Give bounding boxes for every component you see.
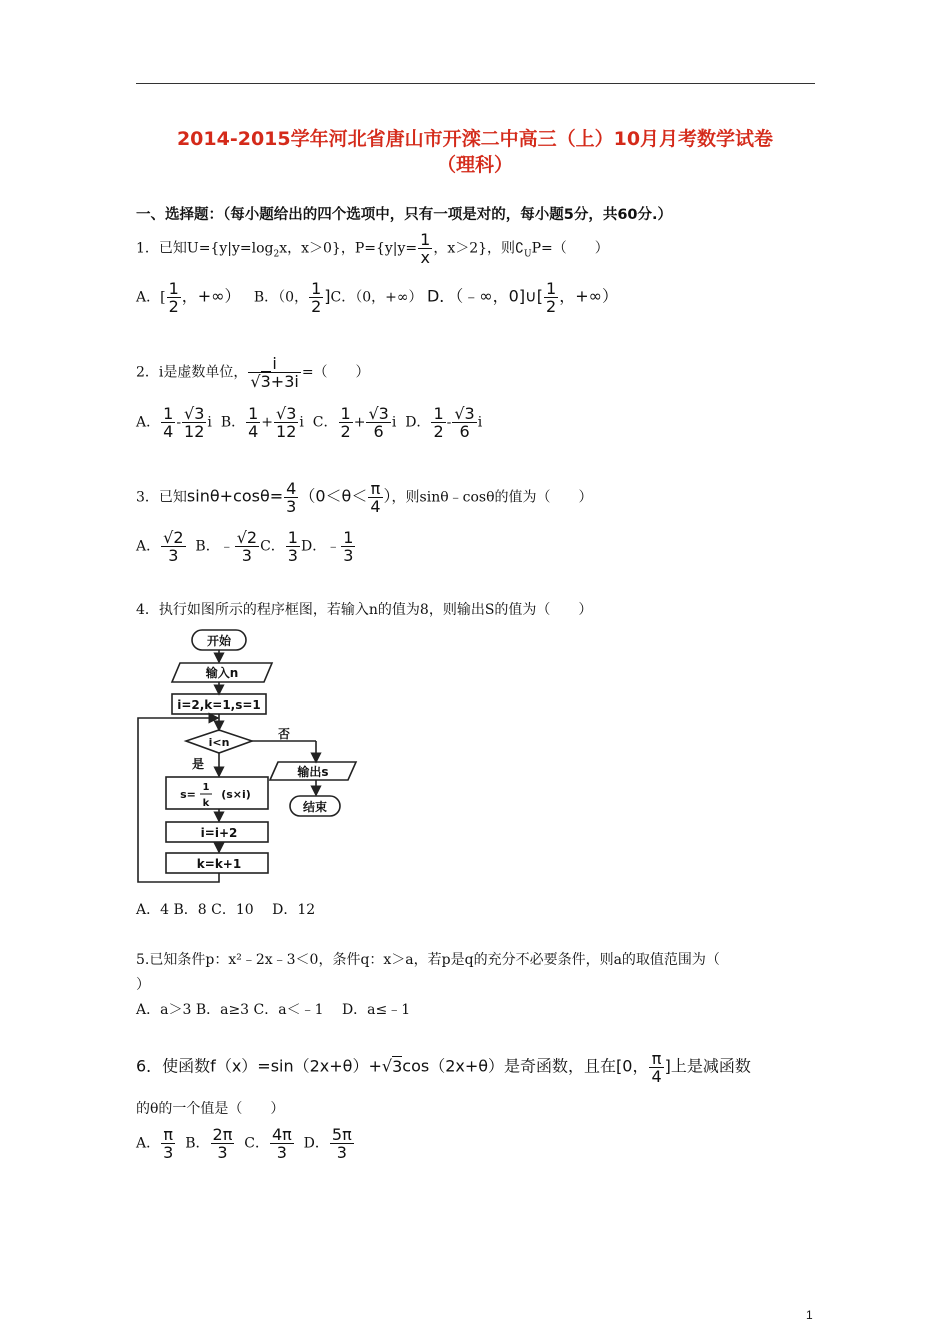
question-2-options: A． $\frac{1}{4}$ - $\frac{√3}{12}$ i B． $\frac{1}{4}$ + $\frac{√3}{12}$ i C． $\frac{1}{2}$ + $\frac{√3}{6}$ i D． $\frac{1}{2}$ - $\frac{√3}{6}$ i — [136, 404, 483, 441]
flowchart-step-k-label: k=k+1 — [196, 857, 242, 871]
question-5-stem: 5.已知条件p：x²﹣2x﹣3＜0，条件q：x＞a，若p是q的充分不必要条件，则a的取值范围为（ — [136, 952, 720, 968]
section-heading: 一、选择题：（每小题给出的四个选项中，只有一项是对的，每小题5分，共60分.） — [136, 207, 673, 223]
flowchart-step-s-den: k — [202, 798, 210, 809]
question-6-options: A． $\frac{\pi}{3}$ B． $\frac{2\pi}{3}$ C． $\frac{4\pi}{3}$ D． $\frac{5\pi}{3}$ — [136, 1125, 352, 1162]
fraction: $\frac{1}{x}$ — [420, 230, 431, 267]
flowchart-no-label: 否 — [277, 727, 291, 741]
question-1-stem: 1．已知$U=\{y|y=\log_2x$，x＞0}，P={y|y= $\frac{1}{x}$ ，x＞2}，则$∁_UP=$（ ） — [136, 230, 609, 267]
question-5-stem-cont: ） — [136, 977, 150, 993]
question-1-options: A．[ $\frac{1}{2}$ ，+∞） B．（0， $\frac{1}{2}$ ]C．（0，+∞） D．（﹣∞，0]∪[ $\frac{1}{2}$ ，+∞） — [136, 279, 618, 316]
page-number: 1 — [806, 1308, 813, 1322]
flowchart-output-label: 输出s — [297, 765, 329, 779]
question-3-stem: 3．已知sinθ+cosθ= $\frac{4}{3}$ （0＜θ＜ $\frac{\pi}{4}$ ），则sinθ﹣cosθ的值为（ ） — [136, 479, 593, 516]
question-4-options: A．4 B．8 C．10 D．12 — [136, 902, 316, 918]
flowchart-input-label: 输入n — [205, 666, 239, 680]
flowchart-end-label: 结束 — [302, 800, 328, 814]
flowchart-step-s-post: (s×i) — [221, 788, 251, 801]
flowchart-start-label: 开始 — [206, 634, 232, 648]
question-6-stem-cont: 的θ的一个值是（ ） — [136, 1101, 285, 1117]
flowchart-step-s-pre: s= — [180, 788, 196, 801]
question-4-stem: 4．执行如图所示的程序框图，若输入n的值为8，则输出S的值为（ ） — [136, 602, 593, 618]
flowchart-step-i-label: i=i+2 — [200, 826, 238, 840]
flowchart-init-label: i=2,k=1,s=1 — [177, 698, 261, 712]
flowchart-yes-label: 是 — [191, 757, 205, 771]
question-6-stem: 6．使函数f（x）=sin（2x+θ）+√3cos（2x+θ）是奇函数，且在[0， $\frac{\pi}{4}$ ]上是减函数 — [136, 1049, 751, 1086]
flowchart — [130, 622, 370, 890]
exam-title: 2014-2015学年河北省唐山市开滦二中高三（上）10月月考数学试卷 — [176, 128, 774, 150]
header-rule — [136, 83, 815, 84]
question-5-options: A．a＞3 B．a≥3 C．a＜﹣1 D．a≤﹣1 — [136, 1002, 411, 1018]
question-3-options: A． $\frac{√2}{3}$ B．﹣ $\frac{√2}{3}$ C． $\frac{1}{3}$ D．﹣ $\frac{1}{3}$ — [136, 528, 354, 565]
flowchart-condition-label: i<n — [208, 736, 230, 749]
flowchart-step-s-num: 1 — [202, 782, 210, 793]
question-2-stem: 2．i是虚数单位， $\frac{i}{√3+3i}$ =（ ） — [136, 354, 370, 391]
exam-subtitle: （理科） — [436, 154, 513, 176]
